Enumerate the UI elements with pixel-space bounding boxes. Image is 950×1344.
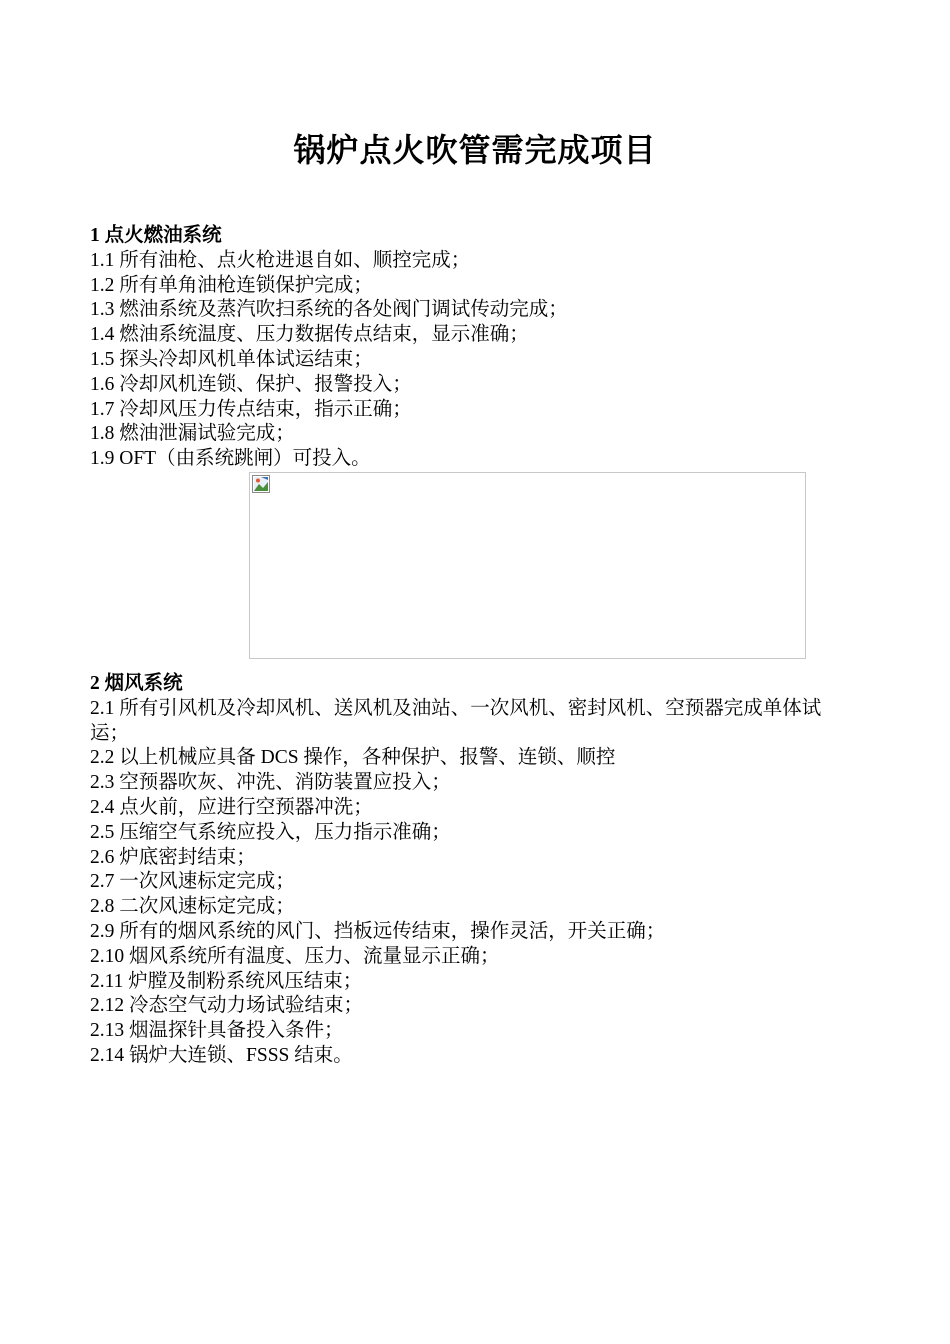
list-item: 2.9 所有的烟风系统的风门、挡板远传结束，操作灵活，开关正确； [90,920,666,942]
section-ignition-fuel-oil-system [90,224,850,472]
list-item: 1.6 冷却风机连锁、保护、报警投入； [90,373,412,395]
list-item: 2.14 锅炉大连锁、FSSS 结束。 [90,1044,353,1066]
list-item: 2.7 一次风速标定完成； [90,871,295,893]
section-heading: 2 烟风系统 [90,673,183,694]
list-item: 2.4 点火前，应进行空预器冲洗； [90,796,373,818]
list-item: 2.5 压缩空气系统应投入，压力指示准确； [90,821,451,843]
list-item: 2.12 冷态空气动力场试验结束； [90,995,364,1017]
page-title: 锅炉点火吹管需完成项目 [293,131,657,169]
list-item: 2.8 二次风速标定完成； [90,896,295,918]
list-item: 2.11 炉膛及制粉系统风压结束； [90,970,363,992]
list-item: 1.2 所有单角油枪连锁保护完成； [90,274,373,296]
list-item: 1.5 探头冷却风机单体试运结束； [90,348,373,370]
list-item: 1.3 燃油系统及蒸汽吹扫系统的各处阀门调试传动完成； [90,299,568,321]
list-item: 2.13 烟温探针具备投入条件； [90,1020,344,1042]
list-item: 1.9 OFT（由系统跳闸）可投入。 [90,448,371,470]
broken-image-icon [252,475,270,493]
list-item: 2.6 炉底密封结束； [90,846,256,868]
section-flue-gas-air-system [90,672,850,1069]
list-item: 1.4 燃油系统温度、压力数据传点结束，显示准确； [90,324,529,346]
list-item: 2.10 烟风系统所有温度、压力、流量显示正确； [90,945,500,967]
list-item: 2.1 所有引风机及冷却风机、送风机及油站、一次风机、密封风机、空预器完成单体试运； [90,697,822,744]
embedded-image-placeholder [249,472,806,659]
list-item: 2.2 以上机械应具备 DCS 操作，各种保护、报警、连锁、顺控 [90,747,616,769]
list-item: 1.7 冷却风压力传点结束，指示正确； [90,398,412,420]
list-item: 1.1 所有油枪、点火枪进退自如、顺控完成； [90,249,471,271]
section-heading: 1 点火燃油系统 [90,225,222,246]
list-item: 2.3 空预器吹灰、冲洗、消防装置应投入； [90,772,451,794]
list-item: 1.8 燃油泄漏试验完成； [90,423,295,445]
